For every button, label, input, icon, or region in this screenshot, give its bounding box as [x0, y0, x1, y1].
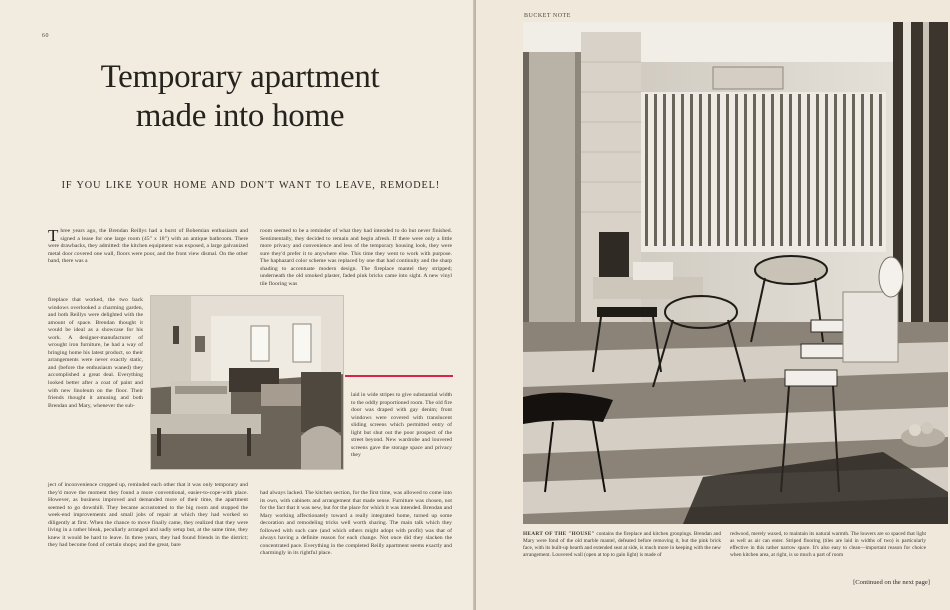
interior-photo-small — [150, 295, 344, 470]
red-marker-line — [345, 375, 453, 377]
drop-cap: T — [48, 226, 59, 245]
running-head: BUCKET NOTE — [524, 13, 571, 19]
column-2-bottom: had always lacked. The kitchen section, for the first time, was allowed to come into its own, with cabinets and arrangement that made sense. Furniture was chosen, not for the fact that it was new, but for the place for which it was intended. Brendan and Mary working affectionately toward a really integrated home, turned up some decoration and remodeling tricks well worth sharing. The main talk which they followed with such care (and which others might adopt with profit) was that of always having a definite reason for each change. Not once did they slacken the concentrated pace. Everything in the completed Reilly apartment seems exactly and charmingly in its rightful place. — [260, 490, 452, 557]
column-2-top-text: room seemed to be a reminder of what they had intended to do but never finished. Sentimentally, they decided to remain and begin afresh. If there were only a little more privacy and convenience and less of the temporary housing look, they were sure they'd prefer it to anywhere else. This time they went to work with purpose. The haphazard color scheme was replaced by one that had continuity and the sharp shading to accentuate modern design. The fireplace mantel they stripped; underneath the old smoked plaster, faded pink bricks came into sight. A new vinyl tile flooring was — [260, 228, 452, 287]
column-1-bottom: ject of inconvenience cropped up, reminded each other that it was only temporary and they'd move the moment they found a more conventional, easier-to-cope-with place. However, as business improved and demanded more of their time, the apartment seemed to go downhill. They became accustomed to the big room and stopped the week-end improvements and small jobs of repair at which they had worked so diligently at first. When the chance to move finally came, they realized that they were living in a rather bleak, peculiarly arranged and sadly setup but, at the same time, they knew it would be hard to leave. In three years, they had found friends in the district; they had become fond of certain shops; and the great, bare — [48, 482, 248, 549]
title-line-1: Temporary apartment — [100, 59, 380, 95]
continued-note: [Continued on the next page] — [853, 579, 930, 586]
photo-caption-col1 — [523, 531, 721, 559]
column-1-top — [48, 228, 248, 266]
living-room-illustration — [523, 22, 948, 524]
caption-lead: HEART OF THE "HOUSE" — [523, 531, 595, 537]
page-number: 60 — [42, 33, 49, 39]
right-page — [476, 0, 950, 610]
caption-col1-text: contains the fireplace and kitchen groupings. Brendan and Mary were fond of the old marble mantel, defeated before removing it, but the pink brick face, with its built-up hearth and extended seat at side, is much more in keeping with the new arrangement. Louvered wall (open at top to gain light) is made of — [523, 531, 722, 558]
column-1-narrow: fireplace that worked, the two back windows overlooked a charming garden, and both Reillys were delighted with the amount of space. Brendan thought it would be ideal as a showcase for his work. A designer-manufacturer of wrought iron furniture, he had a way of bringing home his latest product, so their arrangements were never exactly static, and (before the enthusiasm waned) they accomplished a great deal. Everything looked better after a coat of paint and with new linoleum on the floor. Their friends thought it amusing and both Brendan and Mary, whenever the sub- — [48, 297, 143, 409]
title-line-2: made into home — [135, 98, 345, 134]
article-title — [40, 58, 440, 136]
article-subtitle: IF YOU LIKE YOUR HOME AND DON'T WANT TO LEAVE, REMODEL! — [61, 180, 440, 191]
column-2-mid: laid in wide stripes to give substantial width to the oddly proportioned room. The old fire door was draped with gay denim; front windows were covered with translucent sliding screens which permitted entry of light but shut out the poor prospect of the street beyond. New wardrobe and louvered screens gave the storage space and privacy they — [351, 392, 452, 459]
column-1-top-text: hree years ago, the Brendan Reillys had a burst of Bohemian enthusiasm and signed a lease for one large room (45" x 18") with an antique bathroom. There were drawbacks, they admitted: the kitchen equipment was exposed, a large galvanized metal door covered one wall, floors were poor, and the front view dismal. On the other hand, there was a — [48, 228, 248, 265]
photo-caption-col2: redwood, merely waxed, to maintain its natural warmth. The louvers are so spaced that light as well as air can enter. Striped flooring (tiles are laid in widths of two) is particularly effective in this rather narrow space. It's also easy to clean—important reason for choice when kitchen area, at right, is so much a part of room — [730, 531, 926, 558]
column-2-top — [260, 228, 452, 288]
living-room-photo — [523, 22, 948, 524]
interior-illustration — [151, 296, 344, 470]
